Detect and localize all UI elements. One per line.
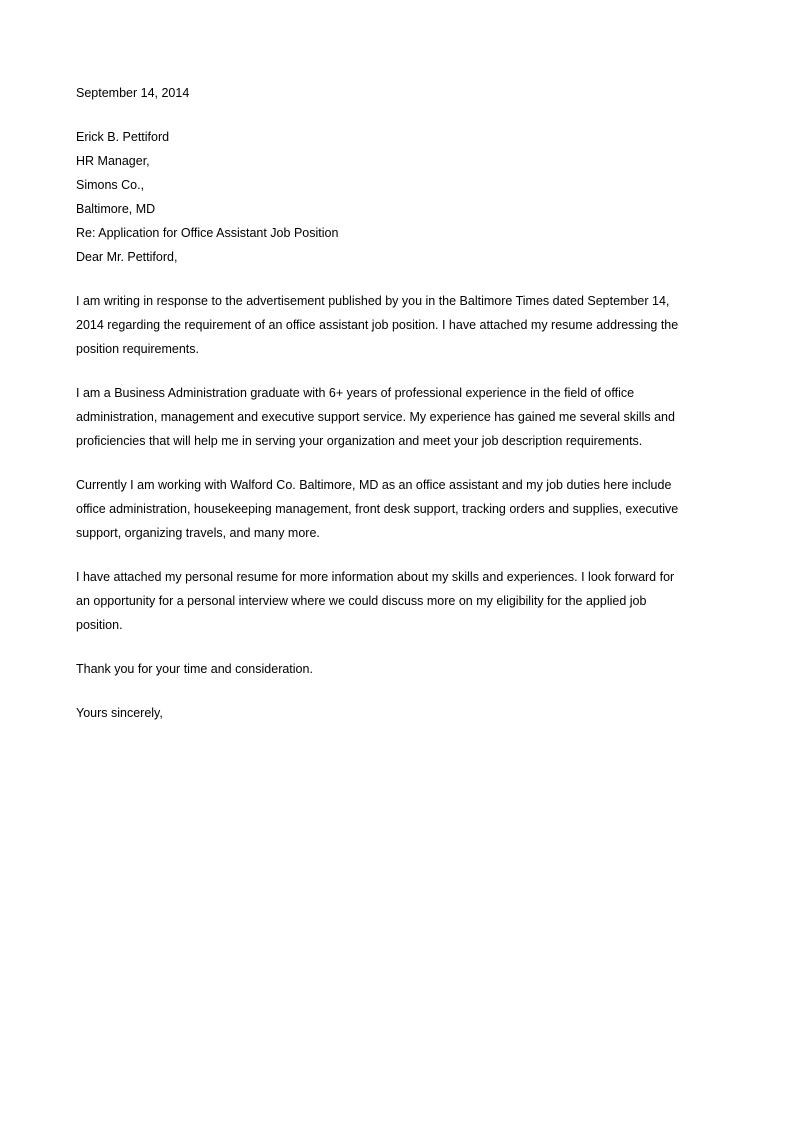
paragraph-line: office administration, housekeeping management, front desk support, tracking orders and supplies, executive bbox=[76, 502, 679, 516]
closing-line: Yours sincerely, bbox=[76, 706, 163, 720]
spacer bbox=[76, 361, 716, 381]
paragraph-line: I am a Business Administration graduate with 6+ years of professional experience in the field of office bbox=[76, 386, 635, 400]
paragraph-line: Currently I am working with Walford Co. Baltimore, MD as an office assistant and my job duties here include bbox=[76, 478, 672, 492]
thanks-line: Thank you for your time and consideration. bbox=[76, 662, 313, 676]
letter-body bbox=[76, 81, 716, 725]
spacer bbox=[76, 681, 716, 701]
paragraph-line: I have attached my personal resume for more information about my skills and experiences. I look forward for bbox=[76, 570, 675, 584]
letter-date: September 14, 2014 bbox=[76, 86, 190, 100]
paragraph-2 bbox=[76, 381, 716, 453]
recipient-name: Erick B. Pettiford bbox=[76, 130, 170, 144]
paragraph-line: administration, management and executive support service. My experience has gained me several skills and bbox=[76, 410, 675, 424]
paragraph-line: position. bbox=[76, 618, 123, 632]
paragraph-line: I am writing in response to the advertisement published by you in the Baltimore Times dated September 14, bbox=[76, 294, 670, 308]
spacer bbox=[76, 105, 716, 125]
paragraph-1 bbox=[76, 289, 716, 361]
spacer bbox=[76, 453, 716, 473]
paragraph-4 bbox=[76, 565, 716, 637]
paragraph-line: proficiencies that will help me in serving your organization and meet your job description requirements. bbox=[76, 434, 643, 448]
recipient-company: Simons Co., bbox=[76, 178, 145, 192]
subject-line: Re: Application for Office Assistant Job Position bbox=[76, 226, 339, 240]
spacer bbox=[76, 545, 716, 565]
recipient-title: HR Manager, bbox=[76, 154, 150, 168]
paragraph-line: position requirements. bbox=[76, 342, 199, 356]
spacer bbox=[76, 637, 716, 657]
paragraph-3 bbox=[76, 473, 716, 545]
salutation: Dear Mr. Pettiford, bbox=[76, 250, 178, 264]
recipient-location: Baltimore, MD bbox=[76, 202, 156, 216]
recipient-block bbox=[76, 125, 716, 221]
spacer bbox=[76, 269, 716, 289]
paragraph-line: an opportunity for a personal interview where we could discuss more on my eligibility for the applied job bbox=[76, 594, 647, 608]
paragraph-line: support, organizing travels, and many more. bbox=[76, 526, 320, 540]
paragraph-line: 2014 regarding the requirement of an office assistant job position. I have attached my resume addressing the bbox=[76, 318, 679, 332]
